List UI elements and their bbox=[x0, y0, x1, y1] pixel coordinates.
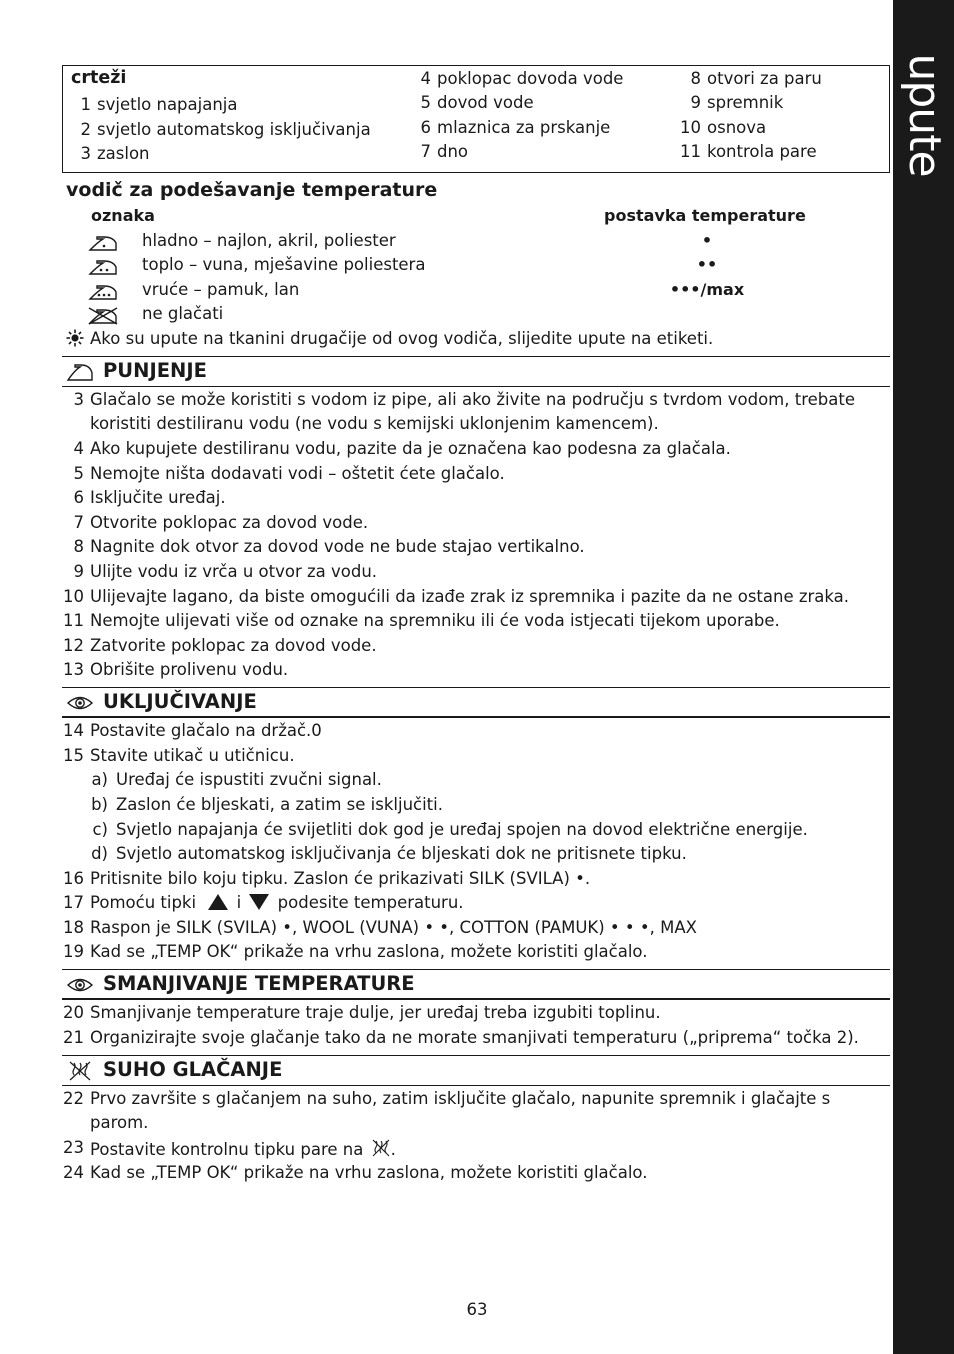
part-item: 7 dno bbox=[420, 142, 469, 161]
list-item: Nemojte ništa dodavati vodi – oštetit ćete glačalo. bbox=[90, 464, 505, 483]
list-item: Obrišite prolivenu vodu. bbox=[90, 660, 289, 679]
eye-icon bbox=[66, 974, 94, 996]
part-item: 10 osnova bbox=[680, 118, 767, 137]
iron-three-dots-icon bbox=[86, 283, 120, 301]
list-item: Smanjivanje temperature traje dulje, jer uređaj treba izgubiti toplinu. bbox=[90, 1003, 661, 1022]
side-tab bbox=[893, 0, 954, 1354]
section-header-punjenje: PUNJENJE bbox=[62, 356, 890, 387]
sun-icon bbox=[66, 329, 84, 347]
list-item: Stavite utikač u utičnicu. bbox=[90, 746, 295, 765]
eye-icon bbox=[66, 692, 94, 714]
temp-col-label: oznaka bbox=[91, 206, 155, 225]
list-item: Postavite kontrolnu tipku pare na . bbox=[90, 1140, 396, 1159]
section-header-smanjivanje: SMANJIVANJE TEMPERATURE bbox=[62, 969, 890, 1000]
list-item: Uređaj će ispustiti zvučni signal. bbox=[116, 770, 382, 789]
list-item: koristiti destiliranu vodu (ne vodu s kemijski uklonjenim kamencem). bbox=[90, 414, 659, 433]
list-item: Ako kupujete destiliranu vodu, pazite da je označena kao podesna za glačala. bbox=[90, 439, 731, 458]
side-tab-label: upute bbox=[898, 53, 950, 177]
list-item: Pomoću tipki i podesite temperaturu. bbox=[90, 893, 464, 912]
list-item: Kad se „TEMP OK“ prikaže na vrhu zaslona, možete koristiti glačalo. bbox=[90, 942, 648, 961]
section-header-ukljucivanje: UKLJUČIVANJE bbox=[62, 687, 890, 718]
part-item: 8 otvori za paru bbox=[690, 69, 822, 88]
temp-row: vruće – pamuk, lan •••/max bbox=[62, 280, 890, 304]
parts-title: crteži bbox=[71, 68, 127, 88]
temp-guide-title: vodič za podešavanje temperature bbox=[66, 179, 438, 201]
list-item: Isključite uređaj. bbox=[90, 488, 226, 507]
up-arrow-icon bbox=[207, 893, 229, 911]
part-item: 11 kontrola pare bbox=[680, 142, 817, 161]
list-item: Zatvorite poklopac za dovod vode. bbox=[90, 636, 377, 655]
list-item: Svjetlo automatskog isključivanja će bljeskati dok ne pritisnete tipku. bbox=[116, 844, 687, 863]
list-item: Pritisnite bilo koju tipku. Zaslon će prikazivati SILK (SVILA) •. bbox=[90, 869, 591, 888]
list-item: Nemojte ulijevati više od oznake na spremniku ili će voda istjecati tijekom uporabe. bbox=[90, 611, 780, 630]
list-item: Raspon je SILK (SVILA) •, WOOL (VUNA) • •, COTTON (PAMUK) • • •, MAX bbox=[90, 918, 697, 937]
list-item: parom. bbox=[90, 1113, 149, 1132]
no-steam-icon bbox=[371, 1138, 391, 1158]
down-arrow-icon bbox=[248, 893, 270, 911]
no-steam-icon bbox=[66, 1060, 94, 1082]
list-item: Glačalo se može koristiti s vodom iz pipe, ali ako živite na području s tvrdom vodom, trebate bbox=[90, 390, 855, 409]
part-item: 1 svjetlo napajanja bbox=[80, 95, 238, 114]
list-item: Zaslon će bljeskati, a zatim se isključiti. bbox=[116, 795, 443, 814]
list-item: Nagnite dok otvor za dovod vode ne bude stajao vertikalno. bbox=[90, 537, 585, 556]
part-item: 5 dovod vode bbox=[420, 93, 534, 112]
temp-row: toplo – vuna, mješavine poliestera •• bbox=[62, 255, 890, 279]
part-item: 6 mlaznica za prskanje bbox=[420, 118, 611, 137]
list-item: Organizirajte svoje glačanje tako da ne morate smanjivati temperaturu („priprema“ točka 2). bbox=[90, 1028, 859, 1047]
section-header-suho: SUHO GLAČANJE bbox=[62, 1055, 890, 1086]
temp-row: ne glačati bbox=[62, 304, 890, 328]
list-item: Svjetlo napajanja će svijetliti dok god je uređaj spojen na dovod električne energije. bbox=[116, 820, 808, 839]
iron-one-dot-icon bbox=[86, 234, 120, 252]
iron-crossed-icon bbox=[86, 307, 120, 325]
part-item: 2 svjetlo automatskog isključivanja bbox=[80, 120, 371, 139]
list-item: Prvo završite s glačanjem na suho, zatim isključite glačalo, napunite spremnik i glačajte s bbox=[90, 1089, 831, 1108]
temp-col-setting: postavka temperature bbox=[604, 206, 806, 225]
part-item: 3 zaslon bbox=[80, 144, 150, 163]
list-item: Otvorite poklopac za dovod vode. bbox=[90, 513, 369, 532]
list-item: Kad se „TEMP OK“ prikaže na vrhu zaslona, možete koristiti glačalo. bbox=[90, 1163, 648, 1182]
part-item: 9 spremnik bbox=[690, 93, 784, 112]
temp-row: hladno – najlon, akril, poliester • bbox=[62, 231, 890, 255]
iron-two-dots-icon bbox=[86, 258, 120, 276]
part-item: 4 poklopac dovoda vode bbox=[420, 69, 624, 88]
page-number: 63 bbox=[466, 1300, 488, 1319]
list-item: Ulijte vodu iz vrča u otvor za vodu. bbox=[90, 562, 378, 581]
iron-outline-icon bbox=[66, 361, 94, 383]
list-item: Postavite glačalo na držač.0 bbox=[90, 721, 322, 740]
parts-list-box bbox=[62, 65, 890, 173]
temp-guide-note: Ako su upute na tkanini drugačije od ovog vodiča, slijedite upute na etiketi. bbox=[66, 329, 713, 348]
list-item: Ulijevajte lagano, da biste omogućili da izađe zrak iz spremnika i pazite da ne ostane zraka. bbox=[90, 587, 850, 606]
